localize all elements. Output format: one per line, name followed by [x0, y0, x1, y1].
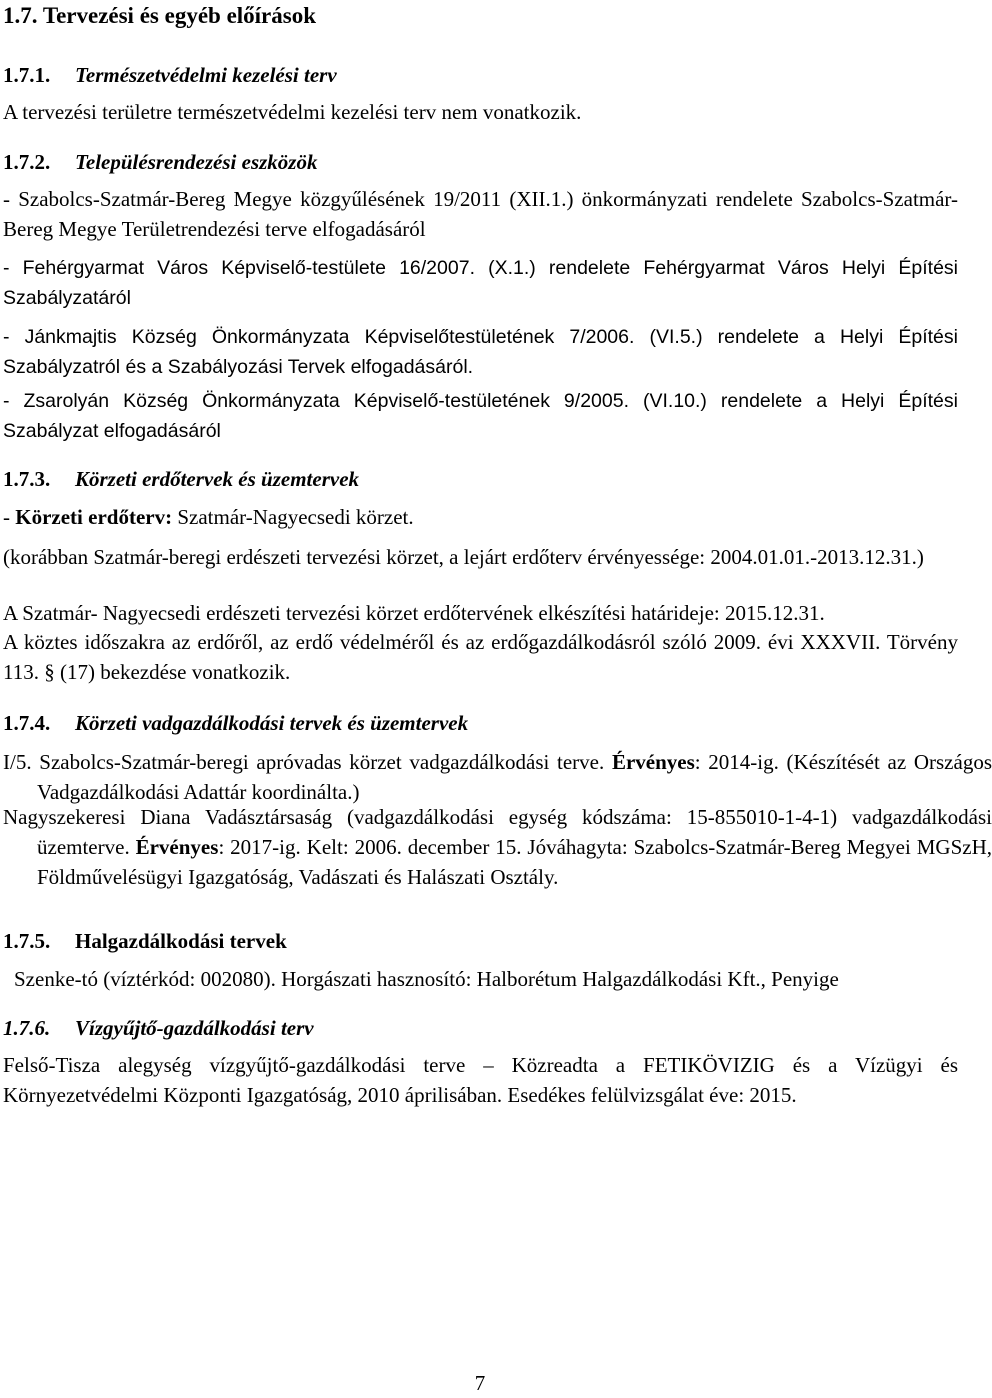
- subsection-title: Halgazdálkodási tervek: [75, 929, 287, 953]
- valid-label: Érvényes: [611, 750, 695, 774]
- forest-plan-label: Körzeti erdőterv:: [15, 505, 173, 529]
- list-item-jankmajtis-regulation: - Jánkmajtis Község Önkormányzata Képviselőtestületének 7/2006. (VI.5.) rendelete a Helyi Építési Szabályzatról és a Szabályozási Tervek elfogadásáról.: [3, 326, 958, 378]
- subsection-title: Körzeti vadgazdálkodási tervek és üzemtervek: [75, 711, 469, 735]
- plan-description: Nagyszekeresi Diana Vadásztársaság (vadgazdálkodási egység kódszáma: 15-855010-1-4-1) vadgazdálkodási üzemterve.: [3, 805, 992, 859]
- subsection-number: 1.7.3.: [3, 467, 51, 491]
- subsection-heading-forest-plans: [3, 464, 958, 494]
- forest-plan-value: Szatmár-Nagyecsedi körzet.: [172, 505, 414, 529]
- subsection-title: Körzeti erdőtervek és üzemtervek: [75, 467, 360, 491]
- plan-description: I/5. Szabolcs-Szatmár-beregi apróvadas körzet vadgazdálkodási terve.: [3, 750, 612, 774]
- paragraph-deadline: A Szatmár- Nagyecsedi erdészeti tervezési körzet erdőtervének elkészítési határideje: 2015.12.31.: [3, 601, 825, 625]
- subsection-title: Természetvédelmi kezelési terv: [75, 63, 337, 87]
- subsection-heading-natural-protection: [3, 60, 958, 90]
- list-item-county-regulation: - Szabolcs-Szatmár-Bereg Megye közgyűlésének 19/2011 (XII.1.) önkormányzati rendelete Szabolcs-Szatmár-Bereg Megye Területrendezési terve elfogadásáról: [3, 187, 958, 241]
- plan-validity: : 2017-ig. Kelt: 2006. december 15. Jóváhagyta: Szabolcs-Szatmár-Bereg Megyei MGSzH, Földművelésügyi Igazgatóság, Vadászati és Halászati Osztály.: [37, 835, 992, 889]
- paragraph-forest-district: [3, 502, 958, 532]
- subsection-number: 1.7.1.: [3, 63, 51, 87]
- subsection-title: Vízgyűjtő-gazdálkodási terv: [75, 1016, 314, 1040]
- paragraph-hunting-association-plan: [3, 802, 992, 892]
- paragraph-small-game-plan: [3, 747, 992, 807]
- subsection-number: 1.7.4.: [3, 711, 51, 735]
- subsection-heading-settlement-planning: [3, 147, 958, 177]
- list-item-fehergyarmat-regulation: - Fehérgyarmat Város Képviselő-testülete 16/2007. (X.1.) rendelete Fehérgyarmat Város Helyi Építési Szabályzatáról: [3, 257, 958, 309]
- subsection-number: 1.7.2.: [3, 150, 51, 174]
- paragraph-fisheries: Szenke-tó (víztérkód: 002080). Horgászati hasznosító: Halborétum Halgazdálkodási Kft., Penyige: [14, 967, 839, 991]
- paragraph-natural-protection: A tervezési területre természetvédelmi kezelési terv nem vonatkozik.: [3, 100, 582, 124]
- subsection-heading-water-management: [3, 1013, 958, 1043]
- paragraph-former-district: (korábban Szatmár-beregi erdészeti tervezési körzet, a lejárt erdőterv érvényessége: 2004.01.01.-2013.12.31.): [3, 545, 924, 569]
- paragraph-interim-law: A köztes időszakra az erdőről, az erdő védelméről és az erdőgazdálkodásról szóló 2009. évi XXXVII. Törvény 113. § (17) bekezdése vonatkozik.: [3, 630, 958, 684]
- page-number: 7: [474, 1371, 486, 1395]
- subsection-number: 1.7.5.: [3, 929, 51, 953]
- subsection-heading-fisheries: [3, 926, 958, 956]
- paragraph-water-management: Felső-Tisza alegység vízgyűjtő-gazdálkodási terve – Közreadta a FETIKÖVIZIG és a Vízügyi és Környezetvédelmi Központi Igazgatóság, 2010 áprilisában. Esedékes felülvizsgálat éve: 2015.: [3, 1053, 958, 1107]
- list-item-zsarolyan-regulation: - Zsarolyán Község Önkormányzata Képviselő-testületének 9/2005. (VI.10.) rendelete a Helyi Építési Szabályzat elfogadásáról: [3, 390, 958, 442]
- section-heading: 1.7. Tervezési és egyéb előírások: [3, 3, 317, 28]
- dash-prefix: -: [3, 505, 16, 529]
- valid-label: Érvényes: [135, 835, 219, 859]
- plan-validity: : 2014-ig. (Készítését az Országos Vadgazdálkodási Adattár koordinálta.): [37, 750, 992, 804]
- subsection-heading-game-management: [3, 708, 958, 738]
- subsection-title: Településrendezési eszközök: [75, 150, 318, 174]
- subsection-number: 1.7.6.: [3, 1016, 51, 1040]
